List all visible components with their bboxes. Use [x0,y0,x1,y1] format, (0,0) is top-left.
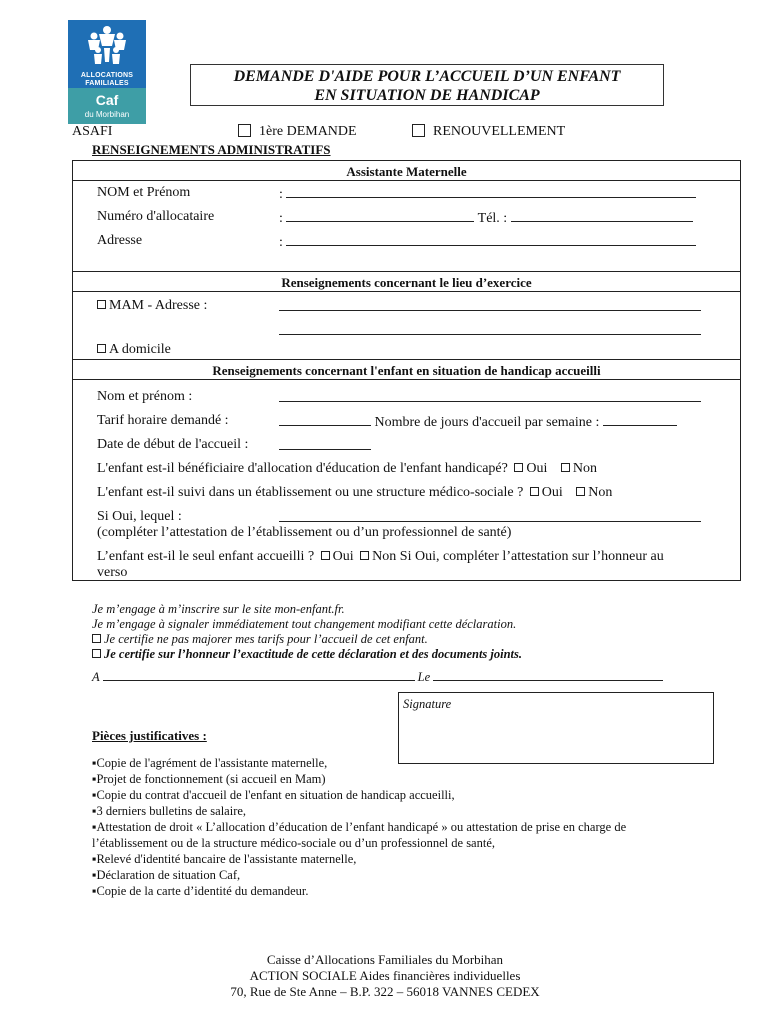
logo-text-allocations: ALLOCATIONS [80,72,134,79]
tarif-line[interactable] [279,413,371,426]
le-field[interactable] [433,668,663,681]
form-title [190,64,664,106]
assistante-adresse-label: Adresse [97,233,143,248]
suivi-non-checkbox[interactable] [576,487,585,496]
seul-non-checkbox[interactable] [360,551,369,560]
first-request-checkbox[interactable] [238,124,251,137]
domicile-checkbox[interactable] [97,344,106,353]
certify-tarifs [92,632,428,647]
signature-box[interactable] [398,692,714,764]
tarif-label: Tarif horaire demandé : [97,413,229,428]
question-suivi-text: L'enfant est-il suivi dans un établissement ou une structure médico-sociale ? [97,485,524,500]
renewal-label: RENOUVELLEMENT [433,124,566,139]
list-item: ▪Copie de la carte d’identité du demandeur. [92,884,309,898]
renewal-option[interactable] [412,124,565,140]
date-field[interactable] [279,437,371,455]
enfant-nom-line[interactable] [279,389,701,402]
certify-tarifs-text: Je certifie ne pas majorer mes tarifs pour l’accueil de cet enfant. [104,632,428,646]
colon: : [279,187,283,202]
section-admin-title: RENSEIGNEMENTS ADMINISTRATIFS [92,142,331,157]
list-item: ▪3 derniers bulletins de salaire, [92,804,247,818]
enfant-nom-label: Nom et prénom : [97,389,193,404]
list-item: ▪Relevé d'identité bancaire de l'assistante maternelle, [92,852,357,866]
assistante-allocataire-field[interactable] [279,209,693,227]
caf-logo [68,20,146,124]
question-suivi [97,485,612,501]
divider [73,180,740,181]
info-frame [72,160,741,581]
completer-note: (compléter l’attestation de l’établissement ou d’un professionnel de santé) [97,525,512,540]
certify-honneur-text: Je certifie sur l’honneur l’exactitude de cette déclaration et des documents joints. [104,647,523,661]
question-seul-text: L’enfant est-il le seul enfant accueilli ? [97,549,315,564]
divider [73,271,740,272]
form-title-line1: DEMANDE D'AIDE POUR L’ACCUEIL D’UN ENFANT [233,68,621,85]
lieu-header: Renseignements concernant le lieu d’exercice [281,275,532,290]
logo-bottom-panel [68,88,146,124]
list-item: ▪Déclaration de situation Caf, [92,868,241,882]
question-seul [97,549,664,565]
mam-label: MAM - Adresse : [109,298,208,313]
certify-honneur-checkbox[interactable] [92,649,101,658]
logo-text-caf: Caf [95,92,119,108]
question-aeeh [97,461,597,477]
aeeh-non-checkbox[interactable] [561,463,570,472]
logo-top-panel [68,20,146,88]
adresse-line[interactable] [286,233,696,246]
jours-label: Nombre de jours d'accueil par semaine : [374,415,600,430]
divider [73,379,740,380]
list-item: ▪Attestation de droit « L’allocation d’éducation de l’enfant handicapé » ou attestation de prise en charge de [92,820,627,834]
certify-tarifs-checkbox[interactable] [92,634,101,643]
list-item: ▪Copie du contrat d'accueil de l'enfant en situation de handicap accueilli, [92,788,455,802]
domicile-label: A domicile [109,342,171,357]
assistante-adresse-field[interactable] [279,233,696,251]
engagement-signaler: Je m’engage à signaler immédiatement tout changement modifiant cette déclaration. [92,617,517,631]
colon: : [279,211,283,226]
lieu-date-line [92,668,663,685]
signature-label: Signature [403,697,452,711]
divider [73,359,740,360]
renewal-checkbox[interactable] [412,124,425,137]
le-label: Le [417,670,431,684]
family-figures-icon [68,20,146,72]
question-aeeh-text: L'enfant est-il bénéficiaire d'allocation d'éducation de l'enfant handicapé? [97,461,508,476]
footer-line1: Caisse d’Allocations Familiales du Morbihan [266,952,504,967]
assistante-header: Assistante Maternelle [346,164,467,179]
a-label: A [92,670,100,684]
mam-checkbox[interactable] [97,300,106,309]
mam-address-line2[interactable] [279,322,701,340]
mam-address-line1[interactable] [279,298,701,316]
mam-address-line[interactable] [279,298,701,311]
oui-label: Oui [526,461,548,476]
si-oui-line[interactable] [279,509,701,522]
suivi-oui-checkbox[interactable] [530,487,539,496]
assistante-nom-line[interactable] [286,185,696,198]
assistante-allocataire-label: Numéro d'allocataire [97,209,215,224]
jours-line[interactable] [603,413,677,426]
divider [73,291,740,292]
non-label: Non [588,485,613,500]
engagement-inscription: Je m’engage à m’inscrire sur le site mon-enfant.fr. [92,602,345,616]
domicile-option[interactable] [97,342,171,358]
list-item-continuation: l’établissement ou de la structure médico-sociale ou d’un professionnel de santé, [92,836,495,850]
logo-text-dept: du Morbihan [84,110,130,119]
colon: : [279,235,283,250]
assistante-nom-field[interactable] [279,185,696,203]
allocataire-line[interactable] [286,209,474,222]
pieces-list [92,755,732,899]
aeeh-oui-checkbox[interactable] [514,463,523,472]
si-oui-label: Si Oui, lequel : [97,509,182,524]
assistante-nom-label: NOM et Prénom [97,185,191,200]
enfant-header: Renseignements concernant l'enfant en situation de handicap accueilli [212,363,601,378]
list-item: ▪Projet de fonctionnement (si accueil en Mam) [92,772,326,786]
footer-line2: ACTION SOCIALE Aides financières individuelles [249,968,521,983]
logo-text-familiales: FAMILIALES [85,80,129,87]
non-label: Non [572,461,597,476]
seul-oui-checkbox[interactable] [321,551,330,560]
asafi-label: ASAFI [72,124,113,139]
oui-label: Oui [332,549,354,564]
certify-honneur [92,647,522,662]
seul-non-label: Non Si Oui, compléter l’attestation sur l’honneur au [372,549,664,564]
first-request-option[interactable] [238,124,357,140]
form-title-line2: EN SITUATION DE HANDICAP [314,87,540,104]
mam-address-line[interactable] [279,322,701,335]
a-field[interactable] [103,668,415,681]
footer-line3: 70, Rue de Ste Anne – B.P. 322 – 56018 VANNES CEDEX [230,984,540,999]
date-line[interactable] [279,437,371,450]
tel-label: Tél. : [477,211,508,226]
enfant-nom-field[interactable] [279,389,701,407]
question-seul-continuation: verso [97,565,128,580]
date-label: Date de début de l'accueil : [97,437,249,452]
pieces-title: Pièces justificatives : [92,728,207,743]
list-item: ▪Copie de l'agrément de l'assistante maternelle, [92,756,328,770]
tel-line[interactable] [511,209,693,222]
tarif-jours-field[interactable] [279,413,677,431]
mam-option[interactable] [97,298,207,314]
first-request-label: 1ère DEMANDE [259,124,357,139]
oui-label: Oui [541,485,563,500]
